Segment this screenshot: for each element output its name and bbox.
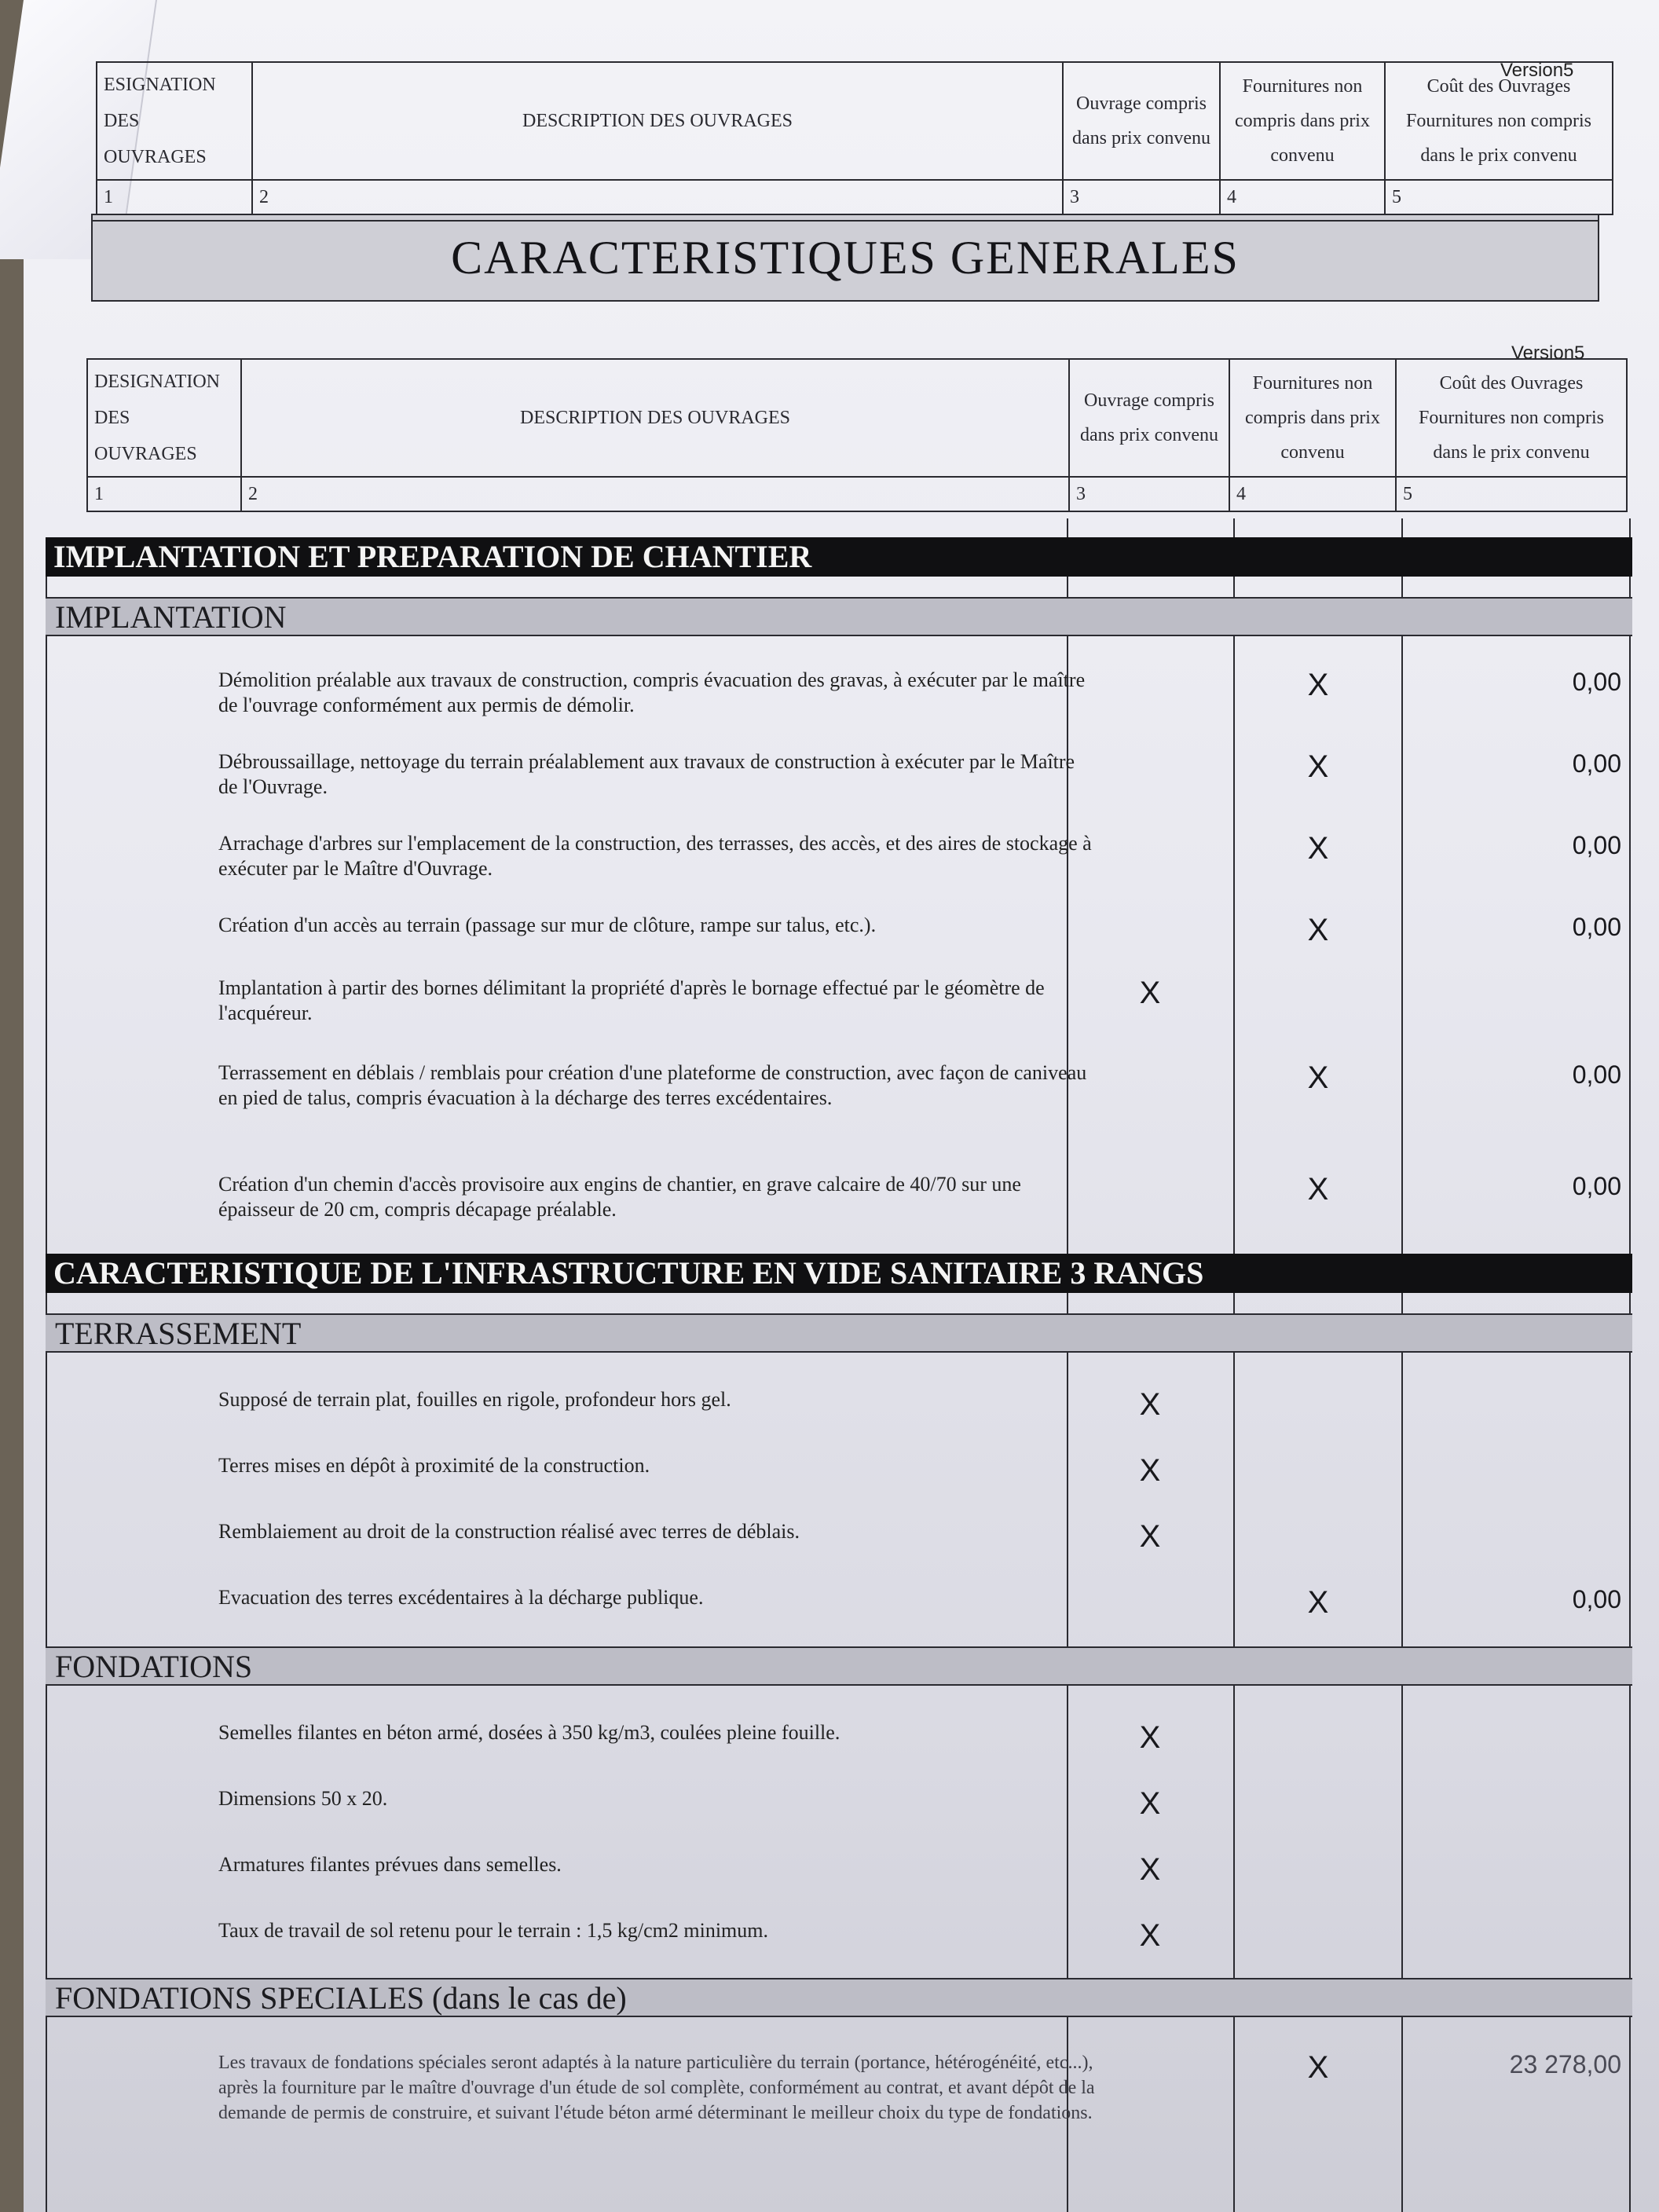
header-col-cost: Coût des Ouvrages Fournitures non compris dans le prix convenu <box>1396 359 1627 477</box>
row-mark-not-included: X <box>1307 913 1329 947</box>
header-num: 5 <box>1385 180 1613 214</box>
row-mark-not-included: X <box>1307 1060 1329 1095</box>
header-num: 2 <box>241 477 1069 511</box>
header-num: 2 <box>252 180 1063 214</box>
header-col-designation: ESIGNATION DES OUVRAGES <box>97 62 252 180</box>
row-mark-included: X <box>1139 1918 1161 1953</box>
row-description: Démolition préalable aux travaux de construction, compris évacuation des gravas, à exécuter par le maître de l'ouvrage conformément aux permis de démolir. <box>218 668 1086 716</box>
row-mark-included: X <box>1139 1453 1161 1488</box>
version-label-main: Version5 <box>1511 342 1585 364</box>
header-col-description: DESCRIPTION DES OUVRAGES <box>241 359 1069 477</box>
section-header: IMPLANTATION ET PREPARATION DE CHANTIER <box>46 537 1632 577</box>
row-description: Création d'un accès au terrain (passage sur mur de clôture, rampe sur talus, etc.). <box>218 914 877 936</box>
row-description: Débroussaillage, nettoyage du terrain préalablement aux travaux de construction à exécuter par le Maître de l'Ouvrage. <box>218 750 1075 798</box>
row-description: Implantation à partir des bornes délimitant la propriété d'après le bornage effectué par le géomètre de l'acquéreur. <box>218 976 1045 1024</box>
row-description: Taux de travail de sol retenu pour le terrain : 1,5 kg/cm2 minimum. <box>218 1919 768 1942</box>
row-cost: 0,00 <box>1572 831 1621 859</box>
row-cost: 0,00 <box>1572 1060 1621 1089</box>
subsection-header: IMPLANTATION <box>46 597 1632 636</box>
page-title: CARACTERISTIQUES GENERALES <box>451 231 1240 284</box>
row-cost: 0,00 <box>1572 1172 1621 1200</box>
header-table-top <box>96 61 1613 215</box>
page-title-banner <box>91 214 1599 302</box>
row-description: Armatures filantes prévues dans semelles. <box>218 1853 562 1876</box>
row-description: Les travaux de fondations spéciales seront adaptés à la nature particulière du terrain (portance, hétérogénéité, etc...), après la fourniture par le maître d'ouvrage d'un étude de sol complète, conformément au contrat, et avant dépôt de la demande de permis de construire, et suivant l'étude béton armé déterminant le meilleur choix du type de fondations. <box>218 2053 1095 2123</box>
header-num: 4 <box>1220 180 1385 214</box>
section-header: CARACTERISTIQUE DE L'INFRASTRUCTURE EN VIDE SANITAIRE 3 RANGS <box>46 1254 1632 1293</box>
header-col-not-included: Fournitures non compris dans prix convenu <box>1220 62 1385 180</box>
row-mark-included: X <box>1139 1387 1161 1422</box>
row-mark-included: X <box>1139 1519 1161 1554</box>
subsection-header: TERRASSEMENT <box>46 1313 1632 1353</box>
row-cost: 23 278,00 <box>1509 2050 1621 2078</box>
row-description: Remblaiement au droit de la construction réalisé avec terres de déblais. <box>218 1520 800 1543</box>
header-num: 3 <box>1069 477 1229 511</box>
row-mark-included: X <box>1139 976 1161 1010</box>
row-cost: 0,00 <box>1572 913 1621 941</box>
header-num: 3 <box>1063 180 1220 214</box>
row-cost: 0,00 <box>1572 668 1621 696</box>
version-label-top: Version5 <box>1500 60 1574 81</box>
row-description: Terrassement en déblais / remblais pour création d'une plateforme de construction, avec façon de caniveau en pied de talus, compris évacuation à la décharge des terres excédentaires. <box>218 1061 1087 1109</box>
row-description: Dimensions 50 x 20. <box>218 1787 388 1810</box>
row-mark-included: X <box>1139 1852 1161 1887</box>
row-mark-not-included: X <box>1307 2050 1329 2085</box>
row-mark-not-included: X <box>1307 1585 1329 1620</box>
row-cost: 0,00 <box>1572 749 1621 778</box>
header-num: 1 <box>97 180 252 214</box>
header-col-included: Ouvrage compris dans prix convenu <box>1069 359 1229 477</box>
row-description: Arrachage d'arbres sur l'emplacement de la construction, des terrasses, des accès, et des aires de stockage à exécuter par le Maître d'Ouvrage. <box>218 832 1092 880</box>
header-col-not-included: Fournitures non compris dans prix convenu <box>1229 359 1396 477</box>
header-col-designation: DESIGNATION DES OUVRAGES <box>87 359 241 477</box>
row-description: Supposé de terrain plat, fouilles en rigole, profondeur hors gel. <box>218 1388 731 1411</box>
row-mark-not-included: X <box>1307 749 1329 784</box>
header-num: 5 <box>1396 477 1627 511</box>
row-cost: 0,00 <box>1572 1585 1621 1613</box>
row-description: Semelles filantes en béton armé, dosées à 350 kg/m3, coulées pleine fouille. <box>218 1721 840 1744</box>
row-mark-not-included: X <box>1307 668 1329 702</box>
header-col-included: Ouvrage compris dans prix convenu <box>1063 62 1220 180</box>
subsection-header: FONDATIONS <box>46 1646 1632 1686</box>
ouvrages-table <box>46 518 1632 2212</box>
row-mark-included: X <box>1139 1786 1161 1821</box>
row-description: Création d'un chemin d'accès provisoire aux engins de chantier, en grave calcaire de 40/70 sur une épaisseur de 20 cm, compris décapage préalable. <box>218 1173 1021 1221</box>
subsection-header: FONDATIONS SPECIALES (dans le cas de) <box>46 1978 1632 2017</box>
row-description: Terres mises en dépôt à proximité de la construction. <box>218 1454 650 1477</box>
header-num: 4 <box>1229 477 1396 511</box>
header-col-cost: Coût des Ouvrages Fournitures non compris dans le prix convenu <box>1385 62 1613 180</box>
header-num: 1 <box>87 477 241 511</box>
header-col-description: DESCRIPTION DES OUVRAGES <box>252 62 1063 180</box>
row-description: Evacuation des terres excédentaires à la décharge publique. <box>218 1586 704 1609</box>
row-mark-not-included: X <box>1307 831 1329 866</box>
row-mark-included: X <box>1139 1720 1161 1755</box>
header-table-main <box>86 358 1628 512</box>
row-mark-not-included: X <box>1307 1172 1329 1207</box>
